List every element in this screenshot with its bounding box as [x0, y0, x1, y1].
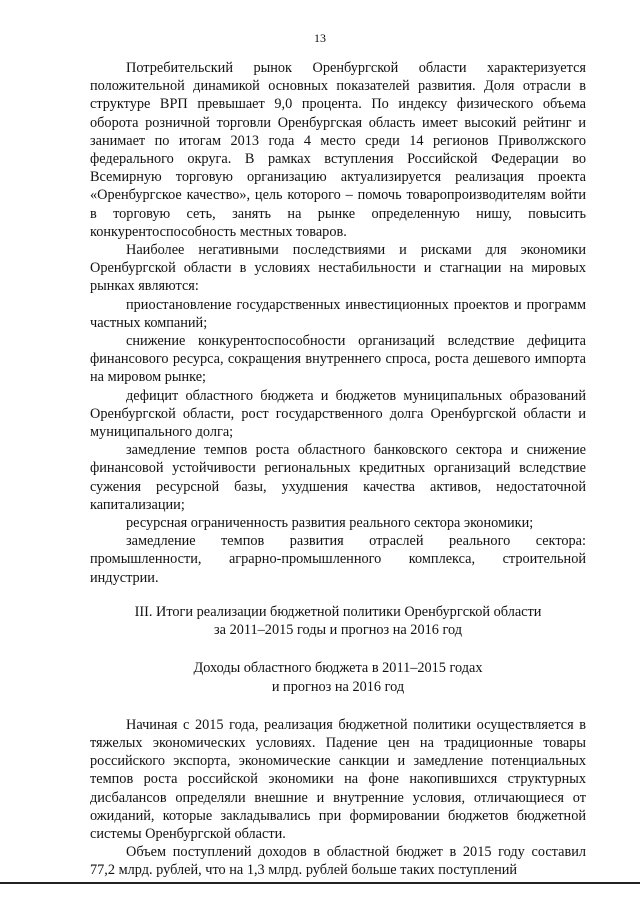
- subsection-heading: [90, 659, 586, 695]
- document-body: [90, 59, 586, 880]
- subsection-heading-line-1: Доходы областного бюджета в 2011–2015 годах: [193, 660, 483, 677]
- paragraph-revenue-volume: Объем поступлений доходов в областной бюджет в 2015 году составил 77,2 млрд. рублей, что на 1,3 млрд. рублей больше таких поступлений: [90, 844, 586, 879]
- paragraph-consumer-market: Потребительский рынок Оренбургской области характеризуется положительной динамикой основных показателей развития. Доля отрасли в структуре ВРП превышает 9,0 процента. По индексу физического объема оборота розничной торговли Оренбургская область имеет высокий рейтинг и занимает по итогам 2013 года 4 место среди 14 регионов Приволжского федерального округа. В рамках вступления Российской Федерации во Всемирную торговую организацию актуализируется реализация проекта «Оренбургское качество», цель которого – помочь товаропроизводителям войти в торговую сеть, занять на рынке определенную нишу, повысить конкурентоспособность местных товаров.: [90, 60, 586, 240]
- page-number: 13: [314, 31, 326, 45]
- paragraph-risks-intro: Наиболее негативными последствиями и рисками для экономики Оренбургской области в условиях нестабильности и стагнации на мировых рынках являются:: [90, 242, 586, 295]
- list-item-risk-resources: ресурсная ограниченность развития реального сектора экономики;: [126, 515, 534, 532]
- section-heading: [90, 603, 586, 639]
- subsection-heading-line-2: и прогноз на 2016 год: [271, 678, 405, 695]
- section-heading-line-2: за 2011–2015 годы и прогноз на 2016 год: [214, 622, 462, 639]
- footer-divider: [0, 882, 640, 884]
- list-item-risk-investment: приостановление государственных инвестиционных проектов и программ частных компаний;: [90, 296, 586, 331]
- paragraph-budget-conditions: Начиная с 2015 года, реализация бюджетной политики осуществляется в тяжелых экономических условиях. Падение цен на традиционные товары российского экспорта, экономические санкции и замедление потенциальных темпов роста российской экономики на фоне накопившихся структурных дисбалансов определяли внешние и внутренние условия, отличающиеся от ожиданий, которые закладывались при формировании бюджетов бюджетной системы Оренбургской области.: [90, 716, 586, 842]
- list-item-risk-industries: замедление темпов развития отраслей реального сектора: промышленности, аграрно-промышленного комплекса, строительной индустрии.: [90, 533, 586, 586]
- section-heading-line-1: III. Итоги реализации бюджетной политики Оренбургской области: [134, 603, 542, 620]
- list-item-risk-deficit: дефицит областного бюджета и бюджетов муниципальных образований Оренбургской области, рост государственного долга Оренбургской области и муниципального долга;: [90, 387, 586, 441]
- list-item-risk-competitiveness: снижение конкурентоспособности организаций вследствие дефицита финансового ресурса, сокращения внутреннего спроса, роста дешевого импорта на мировом рынке;: [90, 333, 586, 386]
- list-item-risk-banking: замедление темпов роста областного банковского сектора и снижение финансовой устойчивости региональных кредитных организаций вследствие сужения ресурсной базы, ухудшения качества активов, недостаточной капитализации;: [90, 442, 586, 513]
